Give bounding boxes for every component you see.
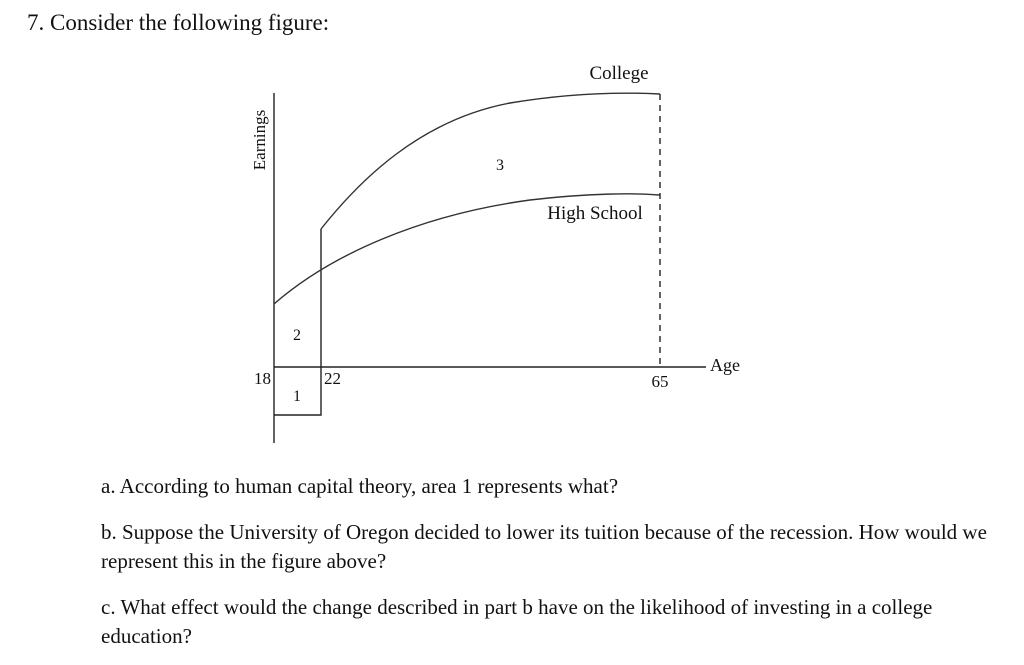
question-heading: 7. Consider the following figure: — [27, 10, 330, 35]
age-tick-22: 22 — [324, 369, 341, 388]
age-tick-18: 18 — [254, 369, 271, 388]
area-1-label: 1 — [293, 388, 301, 405]
high-school-curve-label: High School — [547, 203, 643, 224]
question-part-b: b. Suppose the University of Oregon decided to lower its tuition because of the recession. How would we represent this in the figure above? — [101, 520, 987, 573]
question-part-a: a. According to human capital theory, area 1 represents what? — [101, 474, 619, 498]
x-axis-label: Age — [710, 355, 740, 375]
area-3-label: 3 — [496, 157, 504, 174]
question-part-c: c. What effect would the change described in part b have on the likelihood of investing in a college education? — [101, 595, 933, 648]
y-axis-label: Earnings — [250, 109, 269, 171]
age-tick-65: 65 — [651, 372, 669, 391]
area-2-label: 2 — [293, 327, 301, 344]
college-curve-label: College — [589, 63, 649, 84]
